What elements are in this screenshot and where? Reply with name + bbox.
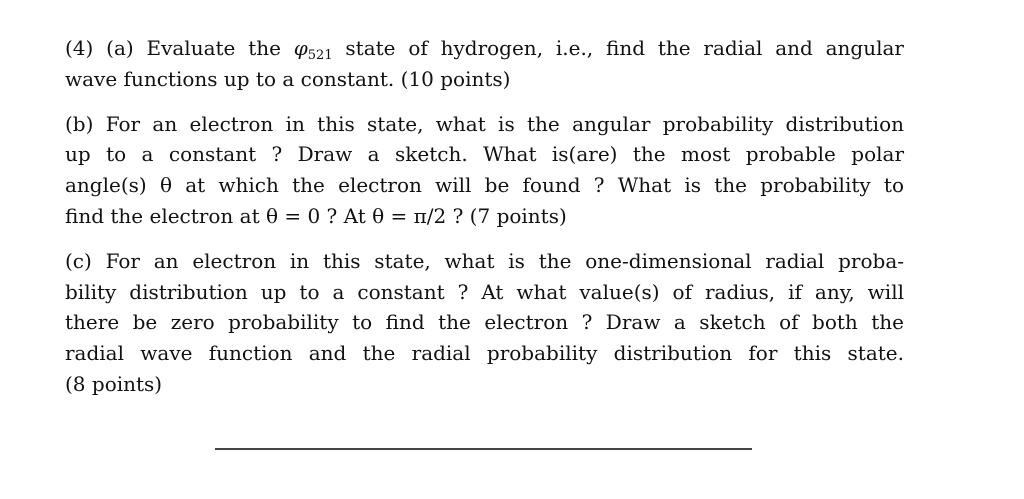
problem-document bbox=[65, 33, 904, 400]
part-b-line-2: up to a constant ? Draw a sketch. What is(are) the most probable polar bbox=[65, 142, 904, 167]
part-c-line-3: there be zero probability to find the electron ? Draw a sketch of both the bbox=[65, 310, 904, 335]
part-b-line-1: (b) For an electron in this state, what is the angular probability distribution bbox=[65, 111, 904, 136]
part-a-line-2: wave functions up to a constant. (10 points) bbox=[65, 66, 511, 91]
part-b-paragraph bbox=[65, 109, 904, 232]
part-a-line-1-pre: (4) (a) Evaluate the bbox=[65, 36, 294, 60]
part-c-paragraph bbox=[65, 246, 904, 400]
part-b-line-3: angle(s) θ at which the electron will be found ? What is the probability to bbox=[65, 173, 904, 198]
phi-subscript: 521 bbox=[307, 48, 333, 63]
part-a-line-1-post: state of hydrogen, i.e., find the radial and angular bbox=[332, 36, 904, 60]
part-c-line-5: (8 points) bbox=[65, 371, 163, 396]
part-b-line-4: find the electron at θ = 0 ? At θ = π/2 ? (7 points) bbox=[65, 203, 567, 228]
part-a-paragraph bbox=[65, 33, 904, 95]
part-a-line-1 bbox=[65, 33, 904, 64]
part-c-line-4: radial wave function and the radial probability distribution for this state. bbox=[65, 341, 904, 366]
part-c-line-2: bility distribution up to a constant ? At what value(s) of radius, if any, will bbox=[65, 279, 904, 304]
phi-symbol: φ bbox=[293, 36, 308, 60]
part-c-line-1: (c) For an electron in this state, what is the one-dimensional radial proba- bbox=[65, 248, 904, 273]
footer-divider bbox=[215, 448, 752, 450]
